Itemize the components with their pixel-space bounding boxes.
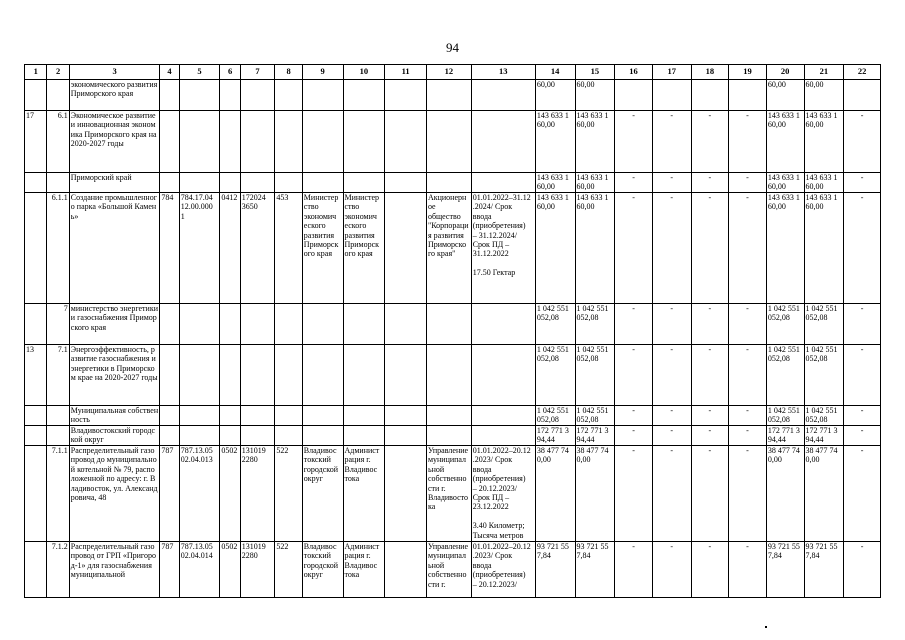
table-cell: 143 633 1 60,00 <box>766 193 804 304</box>
table-cell: 38 477 74 0,00 <box>535 446 575 542</box>
table-cell <box>220 406 240 426</box>
table-cell <box>385 446 427 542</box>
table-cell: 1 042 551 052,08 <box>766 406 804 426</box>
table-cell: Энергоэффективность, развитие газоснабжения и энергетики в Приморском крае на 2020-2027 годы <box>69 345 160 406</box>
table-cell <box>652 80 691 111</box>
table-cell: Управление муниципал ьной собственно сти г. Владивосто ка <box>426 446 471 542</box>
table-cell <box>385 111 427 173</box>
table-cell: - <box>615 193 653 304</box>
header-row <box>25 65 881 80</box>
table-cell: 38 477 74 0,00 <box>766 446 804 542</box>
table-cell <box>426 111 471 173</box>
table-cell <box>385 426 427 446</box>
table-cell: - <box>652 542 691 598</box>
table-cell: - <box>729 173 767 193</box>
table-cell: - <box>729 426 767 446</box>
table-cell <box>302 111 343 173</box>
table-cell <box>160 304 179 345</box>
table-cell <box>220 426 240 446</box>
table-cell <box>47 406 69 426</box>
table-cell <box>160 406 179 426</box>
table-cell <box>275 345 302 406</box>
table-cell: 143 633 1 60,00 <box>575 111 615 173</box>
table-cell <box>179 304 220 345</box>
table-cell: 172 771 3 94,44 <box>575 426 615 446</box>
table-cell: 1 042 551 052,08 <box>575 345 615 406</box>
table-cell: 143 633 1 60,00 <box>804 193 844 304</box>
table-cell <box>25 304 47 345</box>
header-cell: 17 <box>652 65 691 80</box>
table-cell: 7.1.2 <box>47 542 69 598</box>
table-cell: - <box>844 406 881 426</box>
table-cell: 01.01.2022–20.12 .2023/ Срок ввода (приобретения) – 20.12.2023/ Срок ПД – 23.12.2022 3.40 Километр; Тысяча метров <box>471 446 535 542</box>
table-cell: 1 042 551 052,08 <box>535 406 575 426</box>
table-cell: Админист рация г. Владивос тока <box>343 542 385 598</box>
table-cell <box>220 80 240 111</box>
table-cell: 0502 <box>220 446 240 542</box>
table-cell: 453 <box>275 193 302 304</box>
header-cell: 19 <box>729 65 767 80</box>
table-cell <box>160 111 179 173</box>
table-cell: - <box>652 173 691 193</box>
table-cell: - <box>691 173 729 193</box>
table-cell <box>302 173 343 193</box>
table-cell: 01.01.2022–20.12 .2023/ Срок ввода (приобретения) – 20.12.2023/ <box>471 542 535 598</box>
table-cell <box>25 446 47 542</box>
table-cell: 60,00 <box>804 80 844 111</box>
header-cell: 1 <box>25 65 47 80</box>
table-cell <box>471 111 535 173</box>
table-cell: 143 633 1 60,00 <box>766 111 804 173</box>
table-cell: Распределительный газопровод до муниципальной котельной № 79, расположенной по адресу: г. Владивосток, ул. Александровича, 48 <box>69 446 160 542</box>
table-cell: - <box>615 345 653 406</box>
table-row <box>25 111 881 173</box>
header-cell: 12 <box>426 65 471 80</box>
header-cell: 6 <box>220 65 240 80</box>
table-cell <box>385 193 427 304</box>
table-cell: 60,00 <box>535 80 575 111</box>
table-cell <box>729 80 767 111</box>
header-cell: 7 <box>240 65 275 80</box>
table-cell <box>25 426 47 446</box>
table-cell <box>343 80 385 111</box>
table-cell: - <box>652 193 691 304</box>
table-cell <box>47 173 69 193</box>
table-cell: 787.13.05 02.04.014 <box>179 542 220 598</box>
table-cell <box>615 80 653 111</box>
header-cell: 15 <box>575 65 615 80</box>
table-cell <box>302 80 343 111</box>
table-cell <box>385 173 427 193</box>
table-cell: 1 042 551 052,08 <box>804 345 844 406</box>
table-cell: Создание промышленного парка «Большой Камень» <box>69 193 160 304</box>
table-cell <box>343 304 385 345</box>
table-cell: - <box>615 542 653 598</box>
table-cell: - <box>615 426 653 446</box>
table-cell: - <box>652 111 691 173</box>
table-cell <box>160 426 179 446</box>
table-cell: 60,00 <box>766 80 804 111</box>
table-body <box>25 80 881 598</box>
table-cell: Министер ство экономич еского развития Приморск ого края <box>302 193 343 304</box>
table-cell <box>25 406 47 426</box>
table-cell <box>179 80 220 111</box>
table-cell: 7.1.1 <box>47 446 69 542</box>
table-cell <box>302 304 343 345</box>
table-cell: 784.17.04 12.00.000 1 <box>179 193 220 304</box>
table-cell <box>240 173 275 193</box>
table-cell <box>385 80 427 111</box>
table-cell <box>160 345 179 406</box>
table-cell: - <box>844 542 881 598</box>
table-cell <box>471 345 535 406</box>
table-cell: - <box>615 446 653 542</box>
table-cell <box>25 173 47 193</box>
ink-dot <box>765 626 767 628</box>
header-cell: 20 <box>766 65 804 80</box>
table-cell <box>426 173 471 193</box>
table-row <box>25 542 881 598</box>
table-cell <box>385 304 427 345</box>
table-cell <box>343 345 385 406</box>
page-number: 94 <box>446 40 459 55</box>
table-cell: 522 <box>275 542 302 598</box>
table-cell: - <box>844 345 881 406</box>
table-cell: - <box>691 406 729 426</box>
table-cell: 787.13.05 02.04.013 <box>179 446 220 542</box>
table-cell <box>220 345 240 406</box>
table-cell <box>179 406 220 426</box>
table-cell <box>275 80 302 111</box>
header-cell: 13 <box>471 65 535 80</box>
table-cell <box>240 406 275 426</box>
table-cell <box>179 345 220 406</box>
table-cell: 93 721 55 7,84 <box>575 542 615 598</box>
table-cell: 1 042 551 052,08 <box>535 345 575 406</box>
table-cell <box>25 80 47 111</box>
table-cell: 1 042 551 052,08 <box>804 406 844 426</box>
table-cell: - <box>691 345 729 406</box>
table-cell: - <box>844 304 881 345</box>
table-cell: 172 771 3 94,44 <box>766 426 804 446</box>
table-cell <box>302 345 343 406</box>
table-cell <box>220 111 240 173</box>
table-cell: 143 633 1 60,00 <box>804 173 844 193</box>
table-cell: 143 633 1 60,00 <box>575 193 615 304</box>
table-cell <box>240 111 275 173</box>
table-cell: 1 042 551 052,08 <box>535 304 575 345</box>
table-cell <box>385 406 427 426</box>
table-cell: 01.01.2022–31.12 .2024/ Срок ввода (приобретения) – 31.12.2024/ Срок ПД – 31.12.2022 17.50 Гектар <box>471 193 535 304</box>
table-cell: - <box>691 446 729 542</box>
table-cell: - <box>729 406 767 426</box>
table-row <box>25 80 881 111</box>
header-cell: 2 <box>47 65 69 80</box>
table-cell: 38 477 74 0,00 <box>804 446 844 542</box>
table-cell: 1 042 551 052,08 <box>804 304 844 345</box>
table-cell <box>471 406 535 426</box>
table-cell: 7 <box>47 304 69 345</box>
table-cell: 522 <box>275 446 302 542</box>
header-cell: 8 <box>275 65 302 80</box>
table-cell: 787 <box>160 446 179 542</box>
header-cell: 5 <box>179 65 220 80</box>
table-cell: - <box>729 193 767 304</box>
table-cell: экономического развития Приморского края <box>69 80 160 111</box>
table-cell: 143 633 1 60,00 <box>535 173 575 193</box>
table-cell: 93 721 55 7,84 <box>804 542 844 598</box>
header-cell: 9 <box>302 65 343 80</box>
table-cell <box>691 80 729 111</box>
table-cell <box>160 173 179 193</box>
table-cell: Акционерн ое общество "Корпораци я развития Приморско го края" <box>426 193 471 304</box>
table-cell: - <box>652 345 691 406</box>
table-cell: - <box>615 111 653 173</box>
table-cell <box>471 173 535 193</box>
table-cell <box>385 542 427 598</box>
header-cell: 21 <box>804 65 844 80</box>
table-row <box>25 193 881 304</box>
table-cell <box>160 80 179 111</box>
table-cell: - <box>844 173 881 193</box>
table-cell <box>240 345 275 406</box>
header-cell: 14 <box>535 65 575 80</box>
table-cell: 787 <box>160 542 179 598</box>
table-cell: - <box>729 446 767 542</box>
table-cell: 60,00 <box>575 80 615 111</box>
table-cell <box>275 426 302 446</box>
table-cell: 1 042 551 052,08 <box>766 304 804 345</box>
table-cell: - <box>729 345 767 406</box>
table-cell: 143 633 1 60,00 <box>535 193 575 304</box>
table-row <box>25 304 881 345</box>
table-cell <box>426 426 471 446</box>
table-row <box>25 446 881 542</box>
header-cell: 22 <box>844 65 881 80</box>
header-cell: 11 <box>385 65 427 80</box>
table-cell <box>426 345 471 406</box>
table-cell: - <box>729 111 767 173</box>
table-cell: Распределительный газопровод от ГРП «Пригород-1» для газоснабжения муниципальной <box>69 542 160 598</box>
table-cell <box>302 406 343 426</box>
table-cell: Владивостокский городской округ <box>69 426 160 446</box>
table-cell: Владивос токский городской округ <box>302 542 343 598</box>
table-cell: 7.1 <box>47 345 69 406</box>
table-cell: - <box>844 111 881 173</box>
table-cell <box>179 111 220 173</box>
table-cell: 6.1 <box>47 111 69 173</box>
table-row <box>25 406 881 426</box>
table-cell <box>47 426 69 446</box>
table-cell: 143 633 1 60,00 <box>766 173 804 193</box>
table-cell: - <box>691 542 729 598</box>
table-cell: - <box>844 446 881 542</box>
table-cell <box>471 80 535 111</box>
table-cell: 93 721 55 7,84 <box>535 542 575 598</box>
table-cell: - <box>691 193 729 304</box>
header-cell: 10 <box>343 65 385 80</box>
table-cell: - <box>615 173 653 193</box>
table-cell: 172 771 3 94,44 <box>535 426 575 446</box>
table-cell: 1 042 551 052,08 <box>575 304 615 345</box>
table-cell: 0412 <box>220 193 240 304</box>
table-cell: 1 042 551 052,08 <box>575 406 615 426</box>
table-cell <box>343 406 385 426</box>
table-cell <box>240 304 275 345</box>
table-cell: 17 <box>25 111 47 173</box>
header-cell: 18 <box>691 65 729 80</box>
table-cell: Админист рация г. Владивос тока <box>343 446 385 542</box>
table-cell <box>240 426 275 446</box>
table-cell: 0502 <box>220 542 240 598</box>
header-cell: 4 <box>160 65 179 80</box>
table-cell: Экономическое развитие и инновационная экономика Приморского края на 2020-2027 годы <box>69 111 160 173</box>
table-cell <box>844 80 881 111</box>
budget-table <box>24 64 881 598</box>
table-cell <box>275 173 302 193</box>
table-cell: 131019 2280 <box>240 446 275 542</box>
table-cell: - <box>691 111 729 173</box>
table-cell <box>25 193 47 304</box>
table-cell: 131019 2280 <box>240 542 275 598</box>
table-cell: - <box>652 426 691 446</box>
table-cell: 38 477 74 0,00 <box>575 446 615 542</box>
table-cell: 172 771 3 94,44 <box>804 426 844 446</box>
table-cell <box>179 173 220 193</box>
table-cell: Муниципальная собственность <box>70 406 159 425</box>
table-row <box>25 345 881 406</box>
table-cell: Приморский край <box>69 173 160 193</box>
table-cell <box>343 173 385 193</box>
table-cell: 13 <box>25 345 47 406</box>
table-cell: - <box>729 304 767 345</box>
table-cell: - <box>691 426 729 446</box>
table-cell: 172024 3650 <box>240 193 275 304</box>
table-cell: Владивос токский городской округ <box>302 446 343 542</box>
table-cell <box>343 111 385 173</box>
table-cell: 93 721 55 7,84 <box>766 542 804 598</box>
table-row <box>25 426 881 446</box>
table-cell <box>426 406 471 426</box>
table-cell <box>275 111 302 173</box>
table-cell <box>471 304 535 345</box>
table-cell <box>220 304 240 345</box>
table-cell <box>343 426 385 446</box>
table-cell <box>47 80 69 111</box>
table-cell <box>220 173 240 193</box>
table-cell <box>385 345 427 406</box>
table-cell <box>240 80 275 111</box>
table-cell: - <box>615 304 653 345</box>
table-cell: 143 633 1 60,00 <box>575 173 615 193</box>
table-cell <box>471 426 535 446</box>
table-cell: - <box>729 542 767 598</box>
table-cell: Министер ство экономич еского развития Приморск ого края <box>343 193 385 304</box>
table-cell: - <box>652 304 691 345</box>
table-cell: 143 633 1 60,00 <box>804 111 844 173</box>
table-cell: - <box>615 406 653 426</box>
table-cell: - <box>652 406 691 426</box>
table-cell <box>426 304 471 345</box>
table-cell: - <box>652 446 691 542</box>
table-cell <box>426 80 471 111</box>
table-cell <box>179 426 220 446</box>
header-cell: 16 <box>615 65 653 80</box>
table-row <box>25 173 881 193</box>
table-cell: - <box>844 426 881 446</box>
header-cell: 3 <box>69 65 160 80</box>
table-cell <box>302 426 343 446</box>
table-cell: 143 633 1 60,00 <box>535 111 575 173</box>
table-cell: - <box>691 304 729 345</box>
table-cell: - <box>844 193 881 304</box>
table-cell: 784 <box>160 193 179 304</box>
table-cell: 6.1.1 <box>47 193 69 304</box>
table-cell: министерство энергетики и газоснабжения Приморского края <box>69 304 160 345</box>
table-cell <box>275 304 302 345</box>
table-cell: 1 042 551 052,08 <box>766 345 804 406</box>
table-cell: Управление муниципал ьной собственно сти г. <box>426 542 471 598</box>
table-cell <box>25 542 47 598</box>
table-cell <box>275 406 302 426</box>
